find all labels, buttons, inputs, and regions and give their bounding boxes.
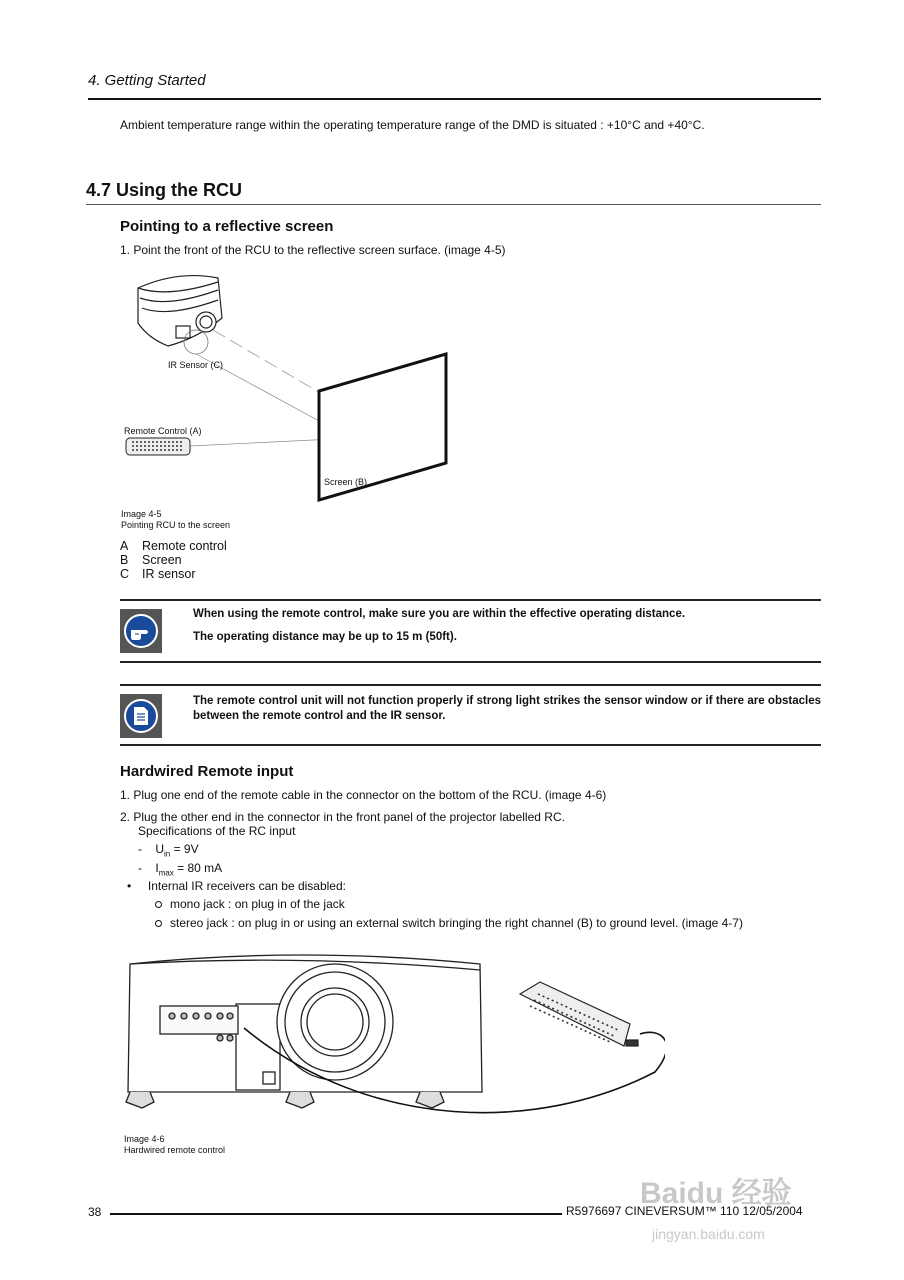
spec-u-subscript: in <box>164 849 171 859</box>
spec-u-value: = 9V <box>170 842 199 856</box>
footer-rule <box>110 1213 562 1215</box>
legend-item <box>120 553 182 567</box>
document-note-icon <box>120 694 162 738</box>
note-strong-light-text: The remote control unit will not function properly if strong light strikes the sensor window or if there are obstacles between the remote control and the IR sensor. <box>193 695 821 722</box>
projector-illustration <box>138 276 222 346</box>
watermark-url: jingyan.baidu.com <box>652 1226 765 1242</box>
remote-control-illustration <box>126 438 190 455</box>
step-plug-projector: 2. Plug the other end in the connector in the front panel of the projector labelled RC. <box>120 810 565 824</box>
bullet-ir-receivers: • Internal IR receivers can be disabled: <box>127 879 346 893</box>
sub-stereo-text: stereo jack : on plug in or using an external switch bringing the right channel (B) to ground level. (image 4-7) <box>170 916 743 930</box>
legend-text: Screen <box>142 553 182 567</box>
bullet-ir-text: Internal IR receivers can be disabled: <box>147 879 346 893</box>
legend-text: Remote control <box>142 539 227 553</box>
page-number: 38 <box>88 1205 102 1219</box>
label-ir-sensor: IR Sensor (C) <box>168 360 224 370</box>
spec-current: - $I_{max} = 80$ mA <box>138 861 223 878</box>
spec-i-value: = 80 mA <box>173 861 223 875</box>
rc-input-specs-label: Specifications of the RC input <box>138 824 296 838</box>
circle-bullet-icon <box>155 901 162 908</box>
figure-4-6-number: Image 4-6 <box>124 1134 165 1144</box>
label-screen: Screen (B) <box>324 477 368 487</box>
step-point-rcu: 1. Point the front of the RCU to the reflective screen surface. (image 4-5) <box>120 243 506 257</box>
legend-item <box>120 539 227 553</box>
note-distance-line2: The operating distance may be up to 15 m (50ft). <box>193 631 457 643</box>
projector-front-illustration <box>126 955 482 1108</box>
note-operating-distance <box>120 599 821 663</box>
section-rule <box>86 204 821 205</box>
figure-hardwired-remote <box>120 942 665 1132</box>
sub-stereo-jack <box>155 916 743 930</box>
circle-bullet-icon <box>155 920 162 927</box>
document-reference: R5976697 CINEVERSUM™ 110 12/05/2004 <box>566 1204 803 1218</box>
subsection-title-hardwired: Hardwired Remote input <box>120 763 294 780</box>
step-plug-rcu: 1. Plug one end of the remote cable in the connector on the bottom of the RCU. (image 4-6) <box>120 788 607 802</box>
running-header: 4. Getting Started <box>88 72 206 89</box>
header-rule <box>88 98 821 100</box>
section-title: 4.7 Using the RCU <box>86 180 243 200</box>
label-remote-control: Remote Control (A) <box>124 426 202 436</box>
legend-key: A <box>120 539 129 553</box>
hand-pointing-icon <box>120 609 162 653</box>
subsection-title-pointing: Pointing to a reflective screen <box>120 218 334 235</box>
hardwired-remote-illustration <box>520 982 638 1046</box>
note-strong-light <box>120 684 821 746</box>
figure-4-5-caption <box>121 509 230 531</box>
legend-item <box>120 567 196 581</box>
spec-i-subscript: max <box>158 868 174 878</box>
figure-4-6-title: Hardwired remote control <box>124 1145 226 1155</box>
figure-4-5-title: Pointing RCU to the screen <box>121 520 231 530</box>
figure-4-5-number: Image 4-5 <box>121 509 162 519</box>
legend-key: C <box>120 567 130 581</box>
note-distance-line1: When using the remote control, make sure you are within the effective operating distance. <box>193 608 686 620</box>
figure-pointing-rcu <box>118 268 458 508</box>
sub-mono-text: mono jack : on plug in of the jack <box>170 897 345 911</box>
spec-u-symbol: U <box>155 842 165 856</box>
legend-text: IR sensor <box>142 567 196 581</box>
spec-i-symbol: I <box>155 861 159 875</box>
legend-key: B <box>120 553 129 567</box>
figure-4-6-caption <box>124 1134 225 1156</box>
watermark-logo: Baidu 经验 <box>640 1177 792 1210</box>
spec-voltage: - $U_{in} = 9V$ <box>138 842 199 859</box>
ambient-temperature-text: Ambient temperature range within the operating temperature range of the DMD is situated : +10°C and +40°C. <box>120 118 705 132</box>
sub-mono-jack <box>155 897 345 911</box>
